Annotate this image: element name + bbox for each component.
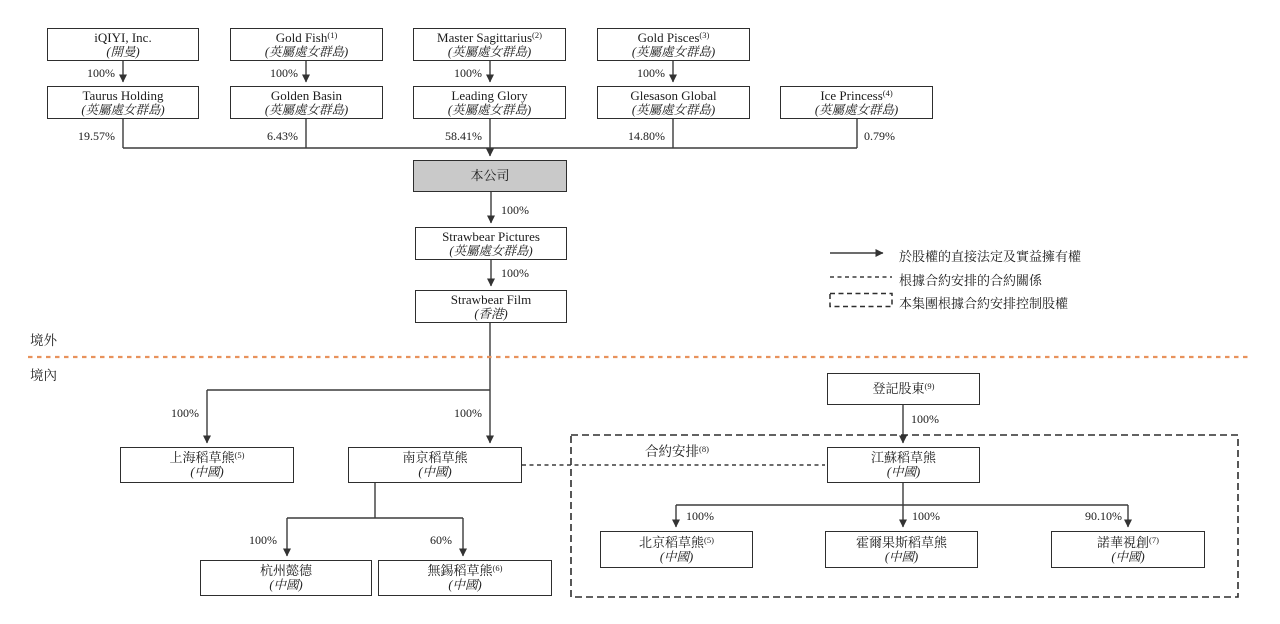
entity-name: Master Sagittarius$^{(2)}$ <box>437 29 542 45</box>
ownership-label: 90.10% <box>1085 509 1122 523</box>
jurisdiction-label: (英屬處女群島) <box>631 102 716 117</box>
jurisdiction-label: (中國) <box>190 465 224 480</box>
node-nanjing-strawbear <box>348 447 522 483</box>
ownership-label: 100% <box>454 66 482 80</box>
jurisdiction-label: (英屬處女群島) <box>447 102 532 117</box>
jurisdiction-label: (英屬處女群島) <box>264 44 349 59</box>
footnote-ref: (6) <box>492 563 503 574</box>
ownership-label: 100% <box>911 412 939 426</box>
node-beijing-strawbear <box>600 531 753 568</box>
footnote-ref: (3) <box>699 29 710 40</box>
jurisdiction-label: (開曼) <box>106 44 140 59</box>
entity-name: 諾華視創$^{(7)}$ <box>1097 534 1159 550</box>
node-golden-basin <box>230 86 383 119</box>
ownership-label: 14.80% <box>628 129 665 143</box>
node-hangzhou-yide <box>200 560 372 596</box>
entity-name: Gold Fish$^{(1)}$ <box>275 29 338 45</box>
jurisdiction-label: (中國) <box>1111 549 1145 564</box>
jurisdiction-label: (中國) <box>659 549 694 564</box>
ownership-label: 100% <box>501 203 529 217</box>
entity-name: Glesason Global <box>630 87 717 103</box>
entity-name: 杭州懿德 <box>259 563 312 579</box>
jurisdiction-label: (英屬處女群島) <box>814 102 899 117</box>
jurisdiction-label: (英屬處女群島) <box>264 102 349 117</box>
footnote-ref: (7) <box>1149 534 1159 545</box>
footnote-ref: (5) <box>234 450 245 461</box>
node-gold-pisces <box>597 28 750 61</box>
ownership-label: 60% <box>430 533 452 547</box>
node-master-sagittarius <box>413 28 566 61</box>
ownership-label: 100% <box>270 66 298 80</box>
footnote-ref: (1) <box>327 29 338 40</box>
entity-name: Ice Princess$^{(4)}$ <box>820 87 893 103</box>
legend-dashed-box-sample <box>830 294 892 307</box>
ownership-label: 100% <box>912 509 940 523</box>
node-novoland <box>1051 531 1205 568</box>
node-leading-glory <box>413 86 566 119</box>
entity-name: Strawbear Pictures <box>442 228 540 244</box>
entity-name: 無錫稻草熊$^{(6)}$ <box>427 563 503 579</box>
entity-name: Golden Basin <box>270 87 343 103</box>
jurisdiction-label: (香港) <box>474 306 508 321</box>
ownership-label: 100% <box>637 66 665 80</box>
entity-name: 北京稻草熊$^{(5)}$ <box>639 534 714 550</box>
footnote-ref: (4) <box>882 87 893 98</box>
node-strawbear-film <box>415 290 567 323</box>
ownership-label: 100% <box>249 533 277 547</box>
node-iqiyi <box>47 28 199 61</box>
legend-dashed-box-label: 本集團根據合約安排控制股權 <box>899 296 1069 311</box>
entity-name: 霍爾果斯稻草熊 <box>855 534 947 550</box>
legend-dashed-line-label: 根據合約安排的合約關係 <box>899 273 1043 288</box>
entity-name: Leading Glory <box>451 87 528 103</box>
jurisdiction-label: (中國) <box>448 578 482 593</box>
node-wuxi-strawbear <box>378 560 552 596</box>
footnote-ref: (8) <box>699 444 709 454</box>
contract-box-label: 合約安排$^{(8)}$ <box>645 444 709 459</box>
ownership-label: 58.41% <box>445 129 482 143</box>
ownership-label: 19.57% <box>78 129 115 143</box>
footnote-ref: (9) <box>924 381 935 392</box>
footnote-ref: (2) <box>532 29 542 40</box>
jurisdiction-label: (英屬處女群島) <box>631 44 716 59</box>
node-glesason-global <box>597 86 750 119</box>
ownership-label: 100% <box>87 66 115 80</box>
legend-solid-arrow-label: 於股權的直接法定及實益擁有權 <box>899 249 1082 264</box>
entity-name: 江蘇稻草熊 <box>870 450 936 466</box>
entity-name: 本公司 <box>470 168 510 184</box>
jurisdiction-label: (英屬處女群島) <box>449 243 533 258</box>
entity-name: Strawbear Film <box>450 291 532 307</box>
top-ownership-arrows <box>123 61 673 82</box>
ownership-label: 100% <box>501 266 529 280</box>
node-horgos-strawbear <box>825 531 978 568</box>
jurisdiction-label: (中國) <box>884 549 919 564</box>
region-offshore-label: 境外 <box>30 333 57 348</box>
jurisdiction-label: (英屬處女群島) <box>81 102 165 117</box>
node-strawbear-pictures <box>415 227 567 260</box>
entity-name: iQIYI, Inc. <box>94 29 152 45</box>
footnote-ref: (5) <box>704 534 714 545</box>
entity-name: 上海稻草熊$^{(5)}$ <box>169 450 245 466</box>
entity-name: 登記股東$^{(9)}$ <box>872 381 935 397</box>
jurisdiction-label: (中國) <box>418 465 452 480</box>
entity-name: 南京稻草熊 <box>402 450 468 466</box>
ownership-label: 100% <box>686 509 714 523</box>
jurisdiction-label: (中國) <box>269 578 303 593</box>
node-the-company <box>413 160 567 192</box>
node-gold-fish <box>230 28 383 61</box>
node-jiangsu-strawbear <box>827 447 980 483</box>
node-shanghai-strawbear <box>120 447 294 483</box>
node-taurus-holding <box>47 86 199 119</box>
entity-name: Gold Pisces$^{(3)}$ <box>637 29 710 45</box>
jurisdiction-label: (英屬處女群島) <box>447 44 532 59</box>
node-ice-princess <box>780 86 933 119</box>
ownership-label: 100% <box>454 406 482 420</box>
region-onshore-label: 境內 <box>30 368 57 383</box>
node-registered-shareholders <box>827 373 980 405</box>
entity-name: Taurus Holding <box>82 87 164 103</box>
ownership-label: 100% <box>171 406 199 420</box>
ownership-label: 0.79% <box>864 129 895 143</box>
jurisdiction-label: (中國) <box>886 465 921 480</box>
ownership-label: 6.43% <box>267 129 298 143</box>
